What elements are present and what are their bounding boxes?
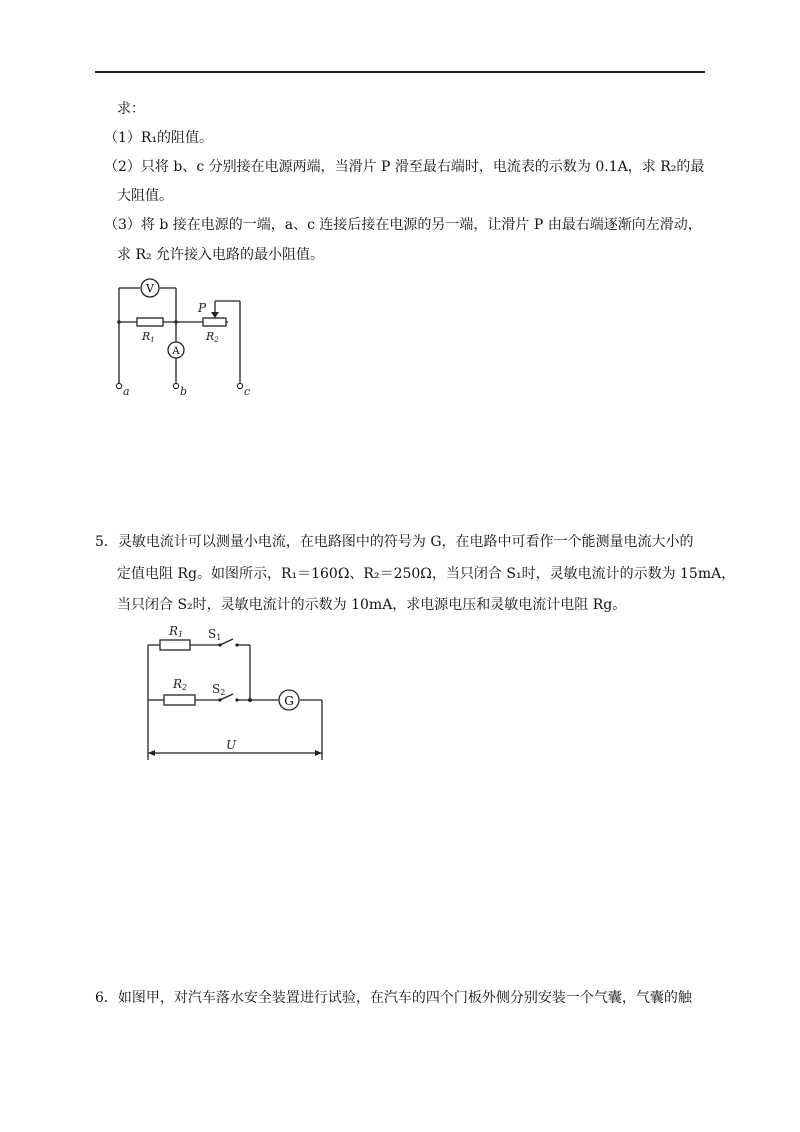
resistor-r2: [203, 318, 226, 326]
label-voltage-u: U: [226, 738, 237, 752]
label-r2: R2: [206, 330, 219, 344]
q4-part2-line2: 大阻值。: [117, 188, 173, 204]
label-r1: R1: [142, 330, 155, 344]
label-c: c: [244, 385, 251, 398]
label-r2: R2: [173, 677, 188, 692]
terminal-b: [173, 383, 178, 388]
q5-circuit-diagram: [140, 618, 332, 768]
voltmeter: [141, 279, 159, 297]
label-s1: S1: [208, 627, 222, 642]
q4-part2-line1: （2）只将 b、c 分别接在电源两端，当滑片 P 滑至最右端时，电流表的示数为 0.1A，求 R₂的最: [104, 159, 705, 175]
q5-line3: 当只闭合 S₂时，灵敏电流计的示数为 10mA，求电源电压和灵敏电流计电阻 Rg。: [117, 597, 627, 613]
resistor-r2: [164, 695, 195, 705]
q4-circuit-diagram: [108, 272, 258, 400]
q5-line1: 5．灵敏电流计可以测量小电流，在电路图中的符号为 G，在电路中可看作一个能测量电流大小的: [95, 534, 694, 550]
q4-part1: （1）R₁的阻值。: [104, 130, 214, 146]
label-r1: R1: [169, 624, 184, 639]
ammeter: [168, 342, 184, 358]
galvanometer: [279, 690, 299, 710]
q4-part3-line1: （3）将 b 接在电源的一端，a、c 连接后接在电源的另一端，让滑片 P 由最右端逐渐向左滑动，: [104, 217, 702, 233]
terminal-a: [116, 383, 121, 388]
label-slider-p: P: [198, 301, 207, 315]
galvanometer-label: G: [284, 694, 294, 708]
ammeter-label: A: [172, 346, 180, 357]
label-s2: S2: [212, 682, 226, 697]
q4-part3-line2: 求 R₂ 允许接入电路的最小阻值。: [117, 247, 325, 263]
label-a: a: [123, 385, 130, 398]
q4-ask: 求：: [117, 101, 145, 117]
q5-line2: 定值电阻 Rg。如图所示，R₁＝160Ω、R₂＝250Ω，当只闭合 S₁时，灵敏电流计的示数为 15mA，: [117, 566, 736, 582]
terminal-c: [237, 383, 242, 388]
label-b: b: [180, 385, 188, 398]
header-rule: [95, 71, 705, 73]
voltmeter-label: V: [146, 282, 154, 295]
slider-arrow: [211, 312, 219, 318]
arrow-left: [148, 750, 155, 756]
resistor-r1: [160, 640, 190, 650]
arrow-right: [315, 750, 322, 756]
q6-line1: 6．如图甲，对汽车落水安全装置进行试验，在汽车的四个门板外侧分别安装一个气囊，气囊的触: [95, 990, 692, 1006]
resistor-r1: [137, 318, 163, 326]
